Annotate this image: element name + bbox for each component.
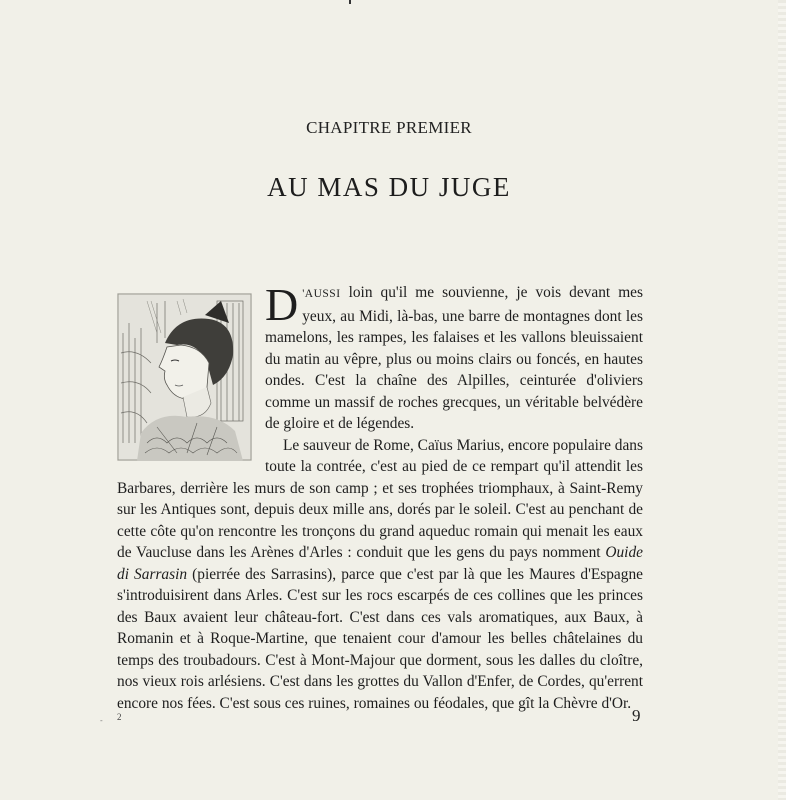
page-number: 9 <box>632 706 641 725</box>
etching-illustration <box>117 293 252 461</box>
paragraph-1-text: loin qu'il me souvienne, je vois devant mes yeux, au Midi, là-bas, une barre de montagnes dont les mamelons, les rampes, les falaises et les vallons bleuissaient du matin au vêpre, plus ou moins clairs ou foncés, en hautes ondes. C'est la chaîne des Alpilles, ceinturée d'oliviers comme un massif de roches grecques, un véritable belvédère de gloire et de légendes. <box>265 284 643 432</box>
page-edge <box>778 0 786 800</box>
paragraph-2 <box>117 435 643 715</box>
signature-mark: 2 <box>117 712 122 722</box>
drop-cap: D <box>265 279 299 330</box>
paragraph-2-text-a: Le sauveur de Rome, Caïus Marius, encore populaire dans toute la contrée, c'est au pied de ce rempart qu'il attendit les Barbares, derrière les murs de son camp ; et ses trophées triomphaux, à Saint-Remy sur les Antiques sont, depuis deux mille ans, dorés par le soleil. C'est au penchant de cette côte qu'on rencontre les tronçons du grand aqueduc romain qui menait les eaux de Vaucluse dans les Arènes d'Arles : conduit que les gens du pays nomment <box>117 436 643 561</box>
italic-phrase: Ouide di Sarrasin <box>117 544 643 583</box>
body-text <box>117 279 643 714</box>
paragraph-2-text-b: (pierrée des Sarrasins), parce que c'est par là que les Maures d'Espagne s'introduisirent dans Arles. C'est sur les rocs escarpés de ces collines que les princes des Baux avaient leur château-fort. C'est dans ces vals aromatiques, aux Baux, à Romanin et à Roque-Martine, que tenaient cour d'amour les belles châtelaines du temps des troubadours. C'est à Mont-Majour que dorment, sous les dalles du cloître, nos vieux rois arlésiens. C'est dans les grottes du Vallon d'Enfer, de Cordes, qu'errent encore nos fées. C'est sous ces ruines, romaines ou féodales, que gît la Chèvre d'Or. <box>117 565 643 712</box>
chapter-title: AU MAS DU JUGE <box>267 172 511 202</box>
top-mark <box>349 0 351 4</box>
chapter-heading: CHAPITRE PREMIER <box>306 118 472 137</box>
smallcaps-opening: 'AUSSI <box>302 288 341 300</box>
printer-mark: - <box>100 716 103 725</box>
